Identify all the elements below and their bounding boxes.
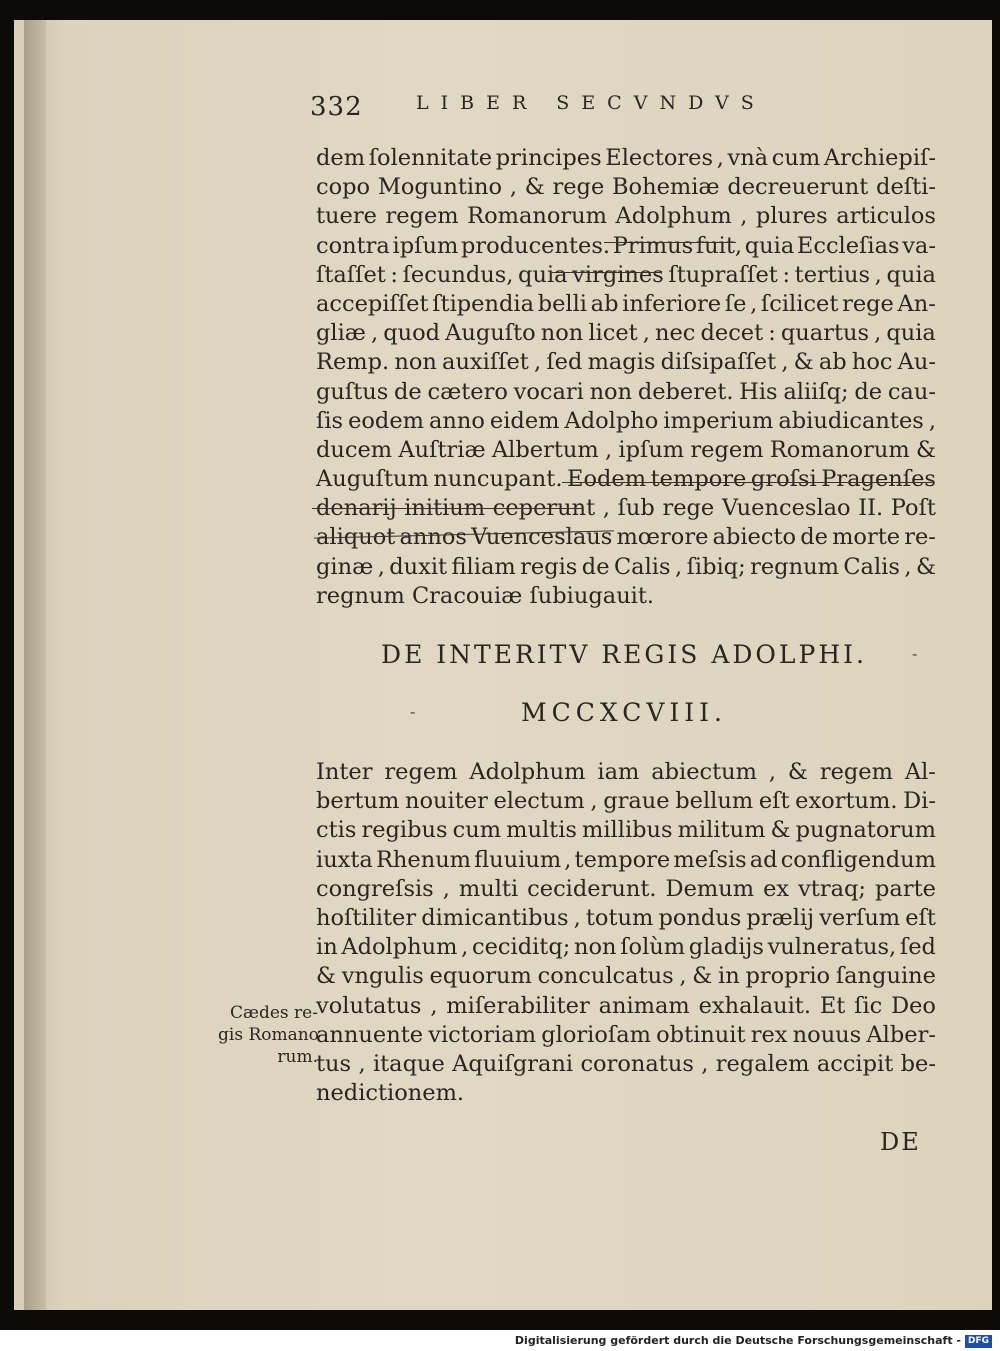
word: Remp.: [316, 349, 390, 376]
word: Aquiſgrani: [452, 1050, 574, 1077]
word: gladijs: [688, 934, 764, 961]
word: pugnatorum: [795, 817, 936, 844]
word: ſtupraſſet: [668, 261, 778, 288]
word: coronatus: [580, 1050, 694, 1077]
word: morte: [832, 524, 901, 551]
page-header: [310, 92, 870, 132]
word: electum: [493, 788, 585, 815]
marginal-line: rum.: [277, 1047, 318, 1067]
word: regem: [690, 436, 764, 463]
word: copo: [316, 174, 371, 201]
word: bellum: [675, 788, 754, 815]
word: &: [915, 553, 936, 580]
word: decreuerunt: [727, 174, 869, 201]
word: tempore: [574, 846, 671, 873]
word: anno: [428, 407, 485, 434]
word: conculcatus: [537, 963, 674, 990]
word: de: [394, 378, 422, 405]
word: Al-: [904, 759, 936, 785]
word: va-: [902, 232, 936, 259]
word: Rhenum: [375, 846, 472, 873]
text-line: [316, 144, 936, 173]
word: equorum: [429, 963, 532, 990]
word: regalem: [715, 1050, 810, 1077]
word: meſsis: [673, 846, 747, 873]
word: Archiepiſ-: [823, 145, 936, 171]
word: ab: [818, 349, 847, 376]
word: ceperunt: [492, 495, 596, 522]
word: obtinuit: [656, 1021, 746, 1048]
word: in: [718, 963, 740, 990]
word: accepiſſet: [316, 290, 429, 317]
word: initium: [404, 495, 486, 522]
ink-underline: [562, 482, 932, 483]
running-title: LIBER SECVNDVS: [416, 92, 766, 114]
word: non: [574, 934, 617, 961]
word: nouus: [792, 1021, 862, 1048]
word: Romanorum: [769, 436, 910, 463]
word: Romanorum: [467, 203, 607, 230]
page-gutter: [24, 20, 46, 1310]
page-number: 332: [310, 92, 363, 122]
word: ,: [430, 992, 438, 1019]
word: tuere: [316, 203, 377, 230]
word: II.: [858, 495, 884, 522]
word: magis: [587, 349, 656, 376]
book-page: [14, 20, 992, 1310]
text-line: regnum Cracouiæ ſubiugauit.: [316, 582, 655, 609]
word: Vuenceslao: [721, 495, 851, 522]
marginal-line: gis Romano: [218, 1025, 319, 1045]
word: ſtaſſet: [316, 261, 386, 288]
word: multi: [458, 875, 519, 902]
word: tertius: [794, 261, 871, 288]
word: rege: [662, 495, 715, 522]
word: abiectum: [651, 759, 758, 785]
word: ,: [750, 290, 758, 317]
word: Adolphum: [469, 759, 586, 785]
word: ,: [642, 320, 650, 347]
word: Alber-: [866, 1021, 936, 1048]
text-line: [316, 846, 936, 875]
word: miſerabiliter: [446, 992, 590, 1019]
word: An-: [897, 290, 936, 317]
word: eſt: [758, 788, 790, 815]
word: in: [316, 934, 338, 961]
word: guſtus: [316, 378, 389, 405]
word: belli: [537, 290, 587, 317]
word: vocari: [513, 378, 584, 405]
word: hoc: [851, 349, 893, 376]
word: Inter: [316, 759, 373, 785]
word: &: [770, 817, 791, 844]
word: Et: [819, 992, 846, 1019]
text-line: [316, 202, 936, 231]
text-line: [316, 261, 936, 290]
word: ,: [904, 553, 912, 580]
word: :: [782, 261, 791, 288]
word: de: [581, 553, 610, 580]
word: ,: [442, 875, 450, 902]
word: totum: [585, 904, 654, 931]
word: eidem: [489, 407, 560, 434]
word: ,: [716, 145, 724, 171]
word: de: [800, 524, 828, 551]
word: Auguſtum: [316, 466, 429, 493]
word: ſibiq;: [686, 553, 746, 580]
word: hoſtiliter: [316, 904, 417, 931]
word: ſis: [316, 407, 344, 434]
word: ,: [509, 174, 517, 201]
word: militum: [677, 817, 766, 844]
word: tempore: [650, 466, 747, 493]
word: ſecundus,: [402, 261, 514, 288]
marginal-note: [218, 1002, 318, 1068]
text-line: [316, 787, 936, 816]
word: ſe: [724, 290, 747, 317]
word: ,: [573, 904, 581, 931]
ink-underline: [604, 242, 736, 243]
word: quartus: [780, 320, 870, 347]
word: Electores: [605, 145, 714, 171]
word: dem: [316, 145, 366, 171]
word: ,: [781, 349, 789, 376]
word: decet: [700, 320, 764, 347]
word: annuente: [316, 1021, 424, 1048]
word: gliæ: [316, 320, 366, 347]
word: ſed: [899, 934, 936, 961]
word: quia: [744, 232, 795, 259]
text-line: [316, 553, 936, 582]
word: quod: [383, 320, 441, 347]
word: Moguntino: [377, 174, 503, 201]
word: regibus: [361, 817, 448, 844]
word: ,: [377, 553, 385, 580]
word: Calis: [613, 553, 671, 580]
word: non: [394, 349, 437, 376]
word: Demum: [665, 875, 755, 902]
text-line: [316, 1050, 936, 1079]
word: verſum: [819, 904, 901, 931]
text-line: [316, 758, 936, 787]
word: quia: [886, 320, 936, 347]
word: rex: [750, 1021, 788, 1048]
word: congreſsis: [316, 875, 434, 902]
word: ctis: [316, 817, 357, 844]
text-line: [316, 816, 936, 845]
word: Adolphum: [615, 203, 732, 230]
word: mœrore: [616, 524, 709, 551]
ink-underline: [312, 508, 582, 509]
word: ,: [874, 261, 882, 288]
text-line: [316, 290, 936, 319]
section-year: MCCXCVIII.: [521, 698, 727, 727]
word: nouiter: [404, 788, 488, 815]
word: Vuenceslaus: [471, 524, 613, 551]
digitization-footer: [0, 1330, 1000, 1351]
word: Bohemiæ: [612, 174, 720, 201]
word: nuncupant.: [433, 466, 563, 493]
word: Primus: [612, 232, 694, 259]
word: ad: [749, 846, 778, 873]
word: duxit: [389, 553, 448, 580]
word: abiecto: [712, 524, 797, 551]
word: &: [692, 963, 713, 990]
text-line: [316, 1021, 936, 1050]
text-line: [316, 523, 936, 552]
word: &: [793, 349, 814, 376]
word: exhalauit.: [698, 992, 811, 1019]
text-line: [316, 436, 936, 465]
word: ,: [740, 203, 748, 230]
word: denarij: [316, 495, 397, 522]
word: Calis: [843, 553, 900, 580]
word: inferiore: [622, 290, 722, 317]
word: ,: [674, 553, 683, 580]
word: principes: [495, 145, 602, 171]
word: prælij: [746, 904, 815, 931]
word: regis: [520, 553, 578, 580]
word: ,: [461, 934, 469, 961]
word: ,: [604, 436, 613, 463]
word: ,: [590, 788, 598, 815]
text-line: [316, 962, 936, 991]
word: diſsipaſſet: [660, 349, 777, 376]
word: Auguſto: [445, 320, 536, 347]
text-line: [316, 232, 936, 261]
word: producentes.: [460, 232, 611, 259]
word: victoriam: [428, 1021, 537, 1048]
word: ſanguine: [835, 963, 936, 990]
word: auxiſſet: [442, 349, 529, 376]
word: abiudicantes: [778, 407, 924, 434]
word: nec: [655, 320, 696, 347]
word: volutatus: [316, 992, 422, 1019]
word: ſtipendia: [432, 290, 535, 317]
ink-underline: [552, 272, 662, 273]
word: ſcilicet: [760, 290, 839, 317]
decorative-dash: -: [410, 702, 416, 721]
word: &: [915, 436, 936, 463]
word: fuit,: [695, 232, 743, 259]
word: animam: [598, 992, 690, 1019]
word: Au-: [897, 349, 936, 376]
text-line: [316, 173, 936, 202]
word: ,: [874, 320, 882, 347]
word: ſolùm: [620, 934, 686, 961]
word: ab: [590, 290, 619, 317]
word: millibus: [582, 817, 673, 844]
word: iuxta: [316, 846, 373, 873]
word: ,: [602, 495, 610, 522]
word: de: [854, 378, 883, 405]
word: ipſum: [392, 232, 459, 259]
text-line: [316, 407, 936, 436]
word: annos: [399, 524, 467, 551]
word: Pragenſes: [821, 466, 936, 493]
word: quia: [518, 261, 568, 288]
word: re-: [904, 524, 936, 551]
word: regem: [384, 759, 458, 785]
word: ,: [564, 846, 572, 873]
word: ceciderunt.: [527, 875, 657, 902]
word: &: [524, 174, 545, 201]
section-heading: DE INTERITV REGIS ADOLPHI.: [381, 640, 867, 669]
word: :: [390, 261, 398, 288]
word: deberet.: [637, 378, 734, 405]
word: His: [739, 378, 778, 405]
word: bertum: [316, 788, 400, 815]
word: cætero: [427, 378, 508, 405]
text-line: nedictionem.: [316, 1080, 465, 1107]
word: confligendum: [780, 846, 936, 873]
word: tus: [316, 1050, 352, 1077]
word: Di-: [903, 788, 936, 815]
word: ducem: [316, 436, 393, 463]
word: rege: [552, 174, 605, 201]
word: plures: [755, 203, 828, 230]
word: ,: [701, 1050, 709, 1077]
word: licet: [588, 320, 638, 347]
word: Adolpho: [564, 407, 659, 434]
word: glorioſam: [541, 1021, 651, 1048]
word: ,: [358, 1050, 366, 1077]
word: ,: [679, 963, 687, 990]
word: groſsi: [750, 466, 817, 493]
word: cau-: [887, 378, 936, 405]
text-line: [316, 933, 936, 962]
word: regnum: [750, 553, 839, 580]
word: aliquot: [316, 524, 396, 551]
word: multis: [506, 817, 577, 844]
text-line: [316, 465, 936, 494]
word: Auſtriæ: [398, 436, 486, 463]
word: ,: [371, 320, 379, 347]
word: &: [316, 963, 337, 990]
word: ipſum: [618, 436, 685, 463]
word: ,: [534, 349, 542, 376]
word: ſolennitate: [368, 145, 493, 171]
word: vnà: [727, 145, 769, 171]
word: quia: [886, 261, 936, 288]
word: vulneratus,: [767, 934, 897, 961]
word: ceciditq;: [471, 934, 571, 961]
word: ginæ: [316, 553, 374, 580]
word: &: [787, 759, 808, 785]
word: be-: [900, 1050, 936, 1077]
text-line: [316, 319, 936, 348]
text-line: [316, 875, 936, 904]
word: regem: [819, 759, 893, 785]
word: exortum.: [795, 788, 898, 815]
word: filiam: [451, 553, 516, 580]
word: parte: [875, 875, 936, 902]
word: accipit: [816, 1050, 894, 1077]
word: vngulis: [341, 963, 424, 990]
word: contra: [316, 232, 390, 259]
word: articulos: [836, 203, 936, 230]
text-line: [316, 904, 936, 933]
word: deſti-: [876, 174, 936, 201]
word: graue: [603, 788, 670, 815]
word: fluuium: [474, 846, 562, 873]
word: imperium: [663, 407, 774, 434]
marginal-line: Cædes re-: [230, 1003, 318, 1023]
paragraph-2: [316, 758, 936, 1108]
word: rege: [842, 290, 894, 317]
word: dimicantibus: [421, 904, 569, 931]
word: eſt: [905, 904, 936, 931]
text-line: [316, 992, 936, 1021]
footer-credit: Digitalisierung gefördert durch die Deutsche Forschungsgemeinschaft -: [514, 1334, 961, 1347]
decorative-dash: -: [912, 644, 918, 663]
word: non: [589, 378, 633, 405]
word: Albertum: [491, 436, 599, 463]
word: ſub: [617, 495, 655, 522]
word: ,: [928, 407, 936, 434]
catchword: DE: [880, 1128, 921, 1156]
word: iam: [597, 759, 640, 785]
word: Eodem: [567, 466, 647, 493]
word: pondus: [658, 904, 742, 931]
word: :: [768, 320, 776, 347]
word: aliiſq;: [783, 378, 849, 405]
word: regem: [385, 203, 459, 230]
word: ſed: [546, 349, 583, 376]
word: cum: [452, 817, 502, 844]
word: vtraq;: [798, 875, 866, 902]
word: proprio: [745, 963, 831, 990]
text-line: [316, 378, 936, 407]
dfg-logo: DFG: [965, 1335, 992, 1348]
word: ,: [768, 759, 777, 785]
word: Adolphum: [341, 934, 458, 961]
word: cum: [771, 145, 821, 171]
paragraph-1: [316, 144, 936, 611]
word: Poſt: [890, 495, 936, 522]
word: Deo: [891, 992, 936, 1019]
word: itaque: [372, 1050, 445, 1077]
word: ſic: [854, 992, 883, 1019]
word: Eccleſias: [796, 232, 900, 259]
word: ex: [763, 875, 790, 902]
text-line: [316, 348, 936, 377]
word: non: [540, 320, 584, 347]
word: virgines: [572, 261, 664, 288]
word: eodem: [348, 407, 424, 434]
